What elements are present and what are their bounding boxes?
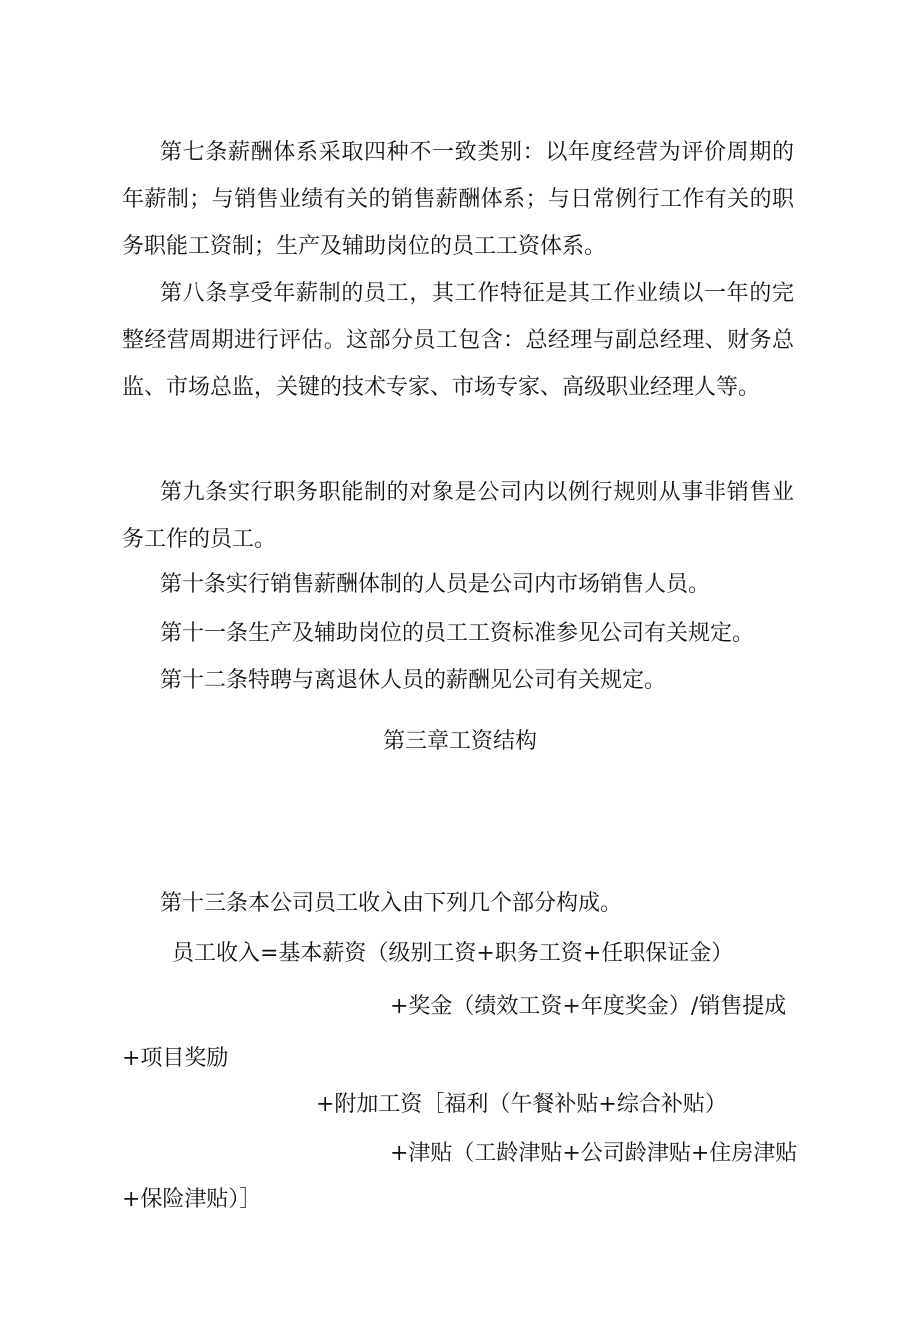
chapter-heading: 第三章工资结构 [382, 729, 537, 754]
article-9-paragraph: 第九条实行职务职能制的对象是公司内以例行规则从事非销售业务工作的员工。 [122, 480, 794, 552]
formula-line-5: +津贴（工龄津贴+公司龄津贴+住房津贴 [390, 1141, 798, 1166]
article-8-paragraph: 第八条享受年薪制的员工，其工作特征是其工作业绩以一年的完整经营周期进行评估。这部分员工包含：总经理与副总经理、财务总监、市场总监，关键的技术专家、市场专家、高级职业经理人等。 [122, 281, 794, 400]
formula-line-4: +附加工资［福利（午餐补贴+综合补贴） [316, 1092, 727, 1117]
article-13-paragraph: 第十三条本公司员工收入由下列几个部分构成。 [160, 891, 623, 916]
article-7-paragraph: 第七条薪酬体系采取四种不一致类别：以年度经营为评价周期的年薪制；与销售业绩有关的销售薪酬体系；与日常例行工作有关的职务职能工资制；生产及辅助岗位的员工工资体系。 [122, 140, 794, 259]
formula-line-6: +保险津贴）］ [122, 1187, 262, 1212]
formula-line-2: +奖金（绩效工资+年度奖金）/销售提成 [390, 994, 787, 1019]
article-10-paragraph: 第十条实行销售薪酬体制的人员是公司内市场销售人员。 [160, 572, 711, 597]
formula-line-1: 员工收入=基本薪资（级别工资+职务工资+任职保证金） [172, 941, 734, 966]
article-12-paragraph: 第十二条特聘与离退休人员的薪酬见公司有关规定。 [160, 668, 667, 693]
article-11-paragraph: 第十一条生产及辅助岗位的员工工资标准参见公司有关规定。 [160, 621, 755, 646]
formula-line-3: +项目奖励 [122, 1046, 229, 1071]
